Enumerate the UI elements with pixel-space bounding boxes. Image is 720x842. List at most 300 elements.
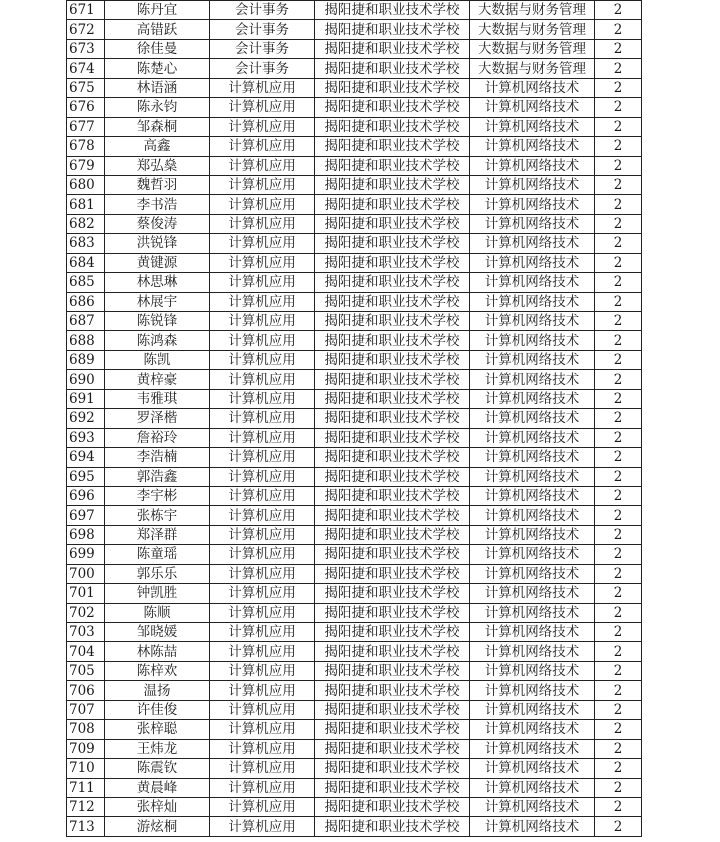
major-cell: 计算机应用: [210, 409, 315, 428]
student-name-cell: 张梓聪: [105, 720, 210, 739]
school-cell: 揭阳捷和职业技术学校: [315, 409, 470, 428]
row-number-cell: 700: [67, 564, 105, 583]
table-row: [67, 156, 642, 175]
table-row: [67, 1, 642, 20]
major-cell: 计算机应用: [210, 778, 315, 797]
major-cell: 计算机应用: [210, 700, 315, 719]
school-cell: 揭阳捷和职业技术学校: [315, 778, 470, 797]
student-name-cell: 钟凯胜: [105, 584, 210, 603]
major-cell: 计算机应用: [210, 253, 315, 272]
row-number-cell: 671: [67, 1, 105, 20]
student-name-cell: 李宇彬: [105, 486, 210, 505]
row-number-cell: 678: [67, 137, 105, 156]
school-cell: 揭阳捷和职业技术学校: [315, 797, 470, 816]
student-name-cell: 徐佳曼: [105, 39, 210, 58]
target-major-cell: 计算机网络技术: [470, 759, 595, 778]
row-number-cell: 692: [67, 409, 105, 428]
table-row: [67, 195, 642, 214]
target-major-cell: 大数据与财务管理: [470, 59, 595, 78]
school-cell: 揭阳捷和职业技术学校: [315, 506, 470, 525]
school-cell: 揭阳捷和职业技术学校: [315, 273, 470, 292]
table-row: [67, 564, 642, 583]
target-major-cell: 计算机网络技术: [470, 448, 595, 467]
school-cell: 揭阳捷和职业技术学校: [315, 292, 470, 311]
row-number-cell: 704: [67, 642, 105, 661]
major-cell: 计算机应用: [210, 234, 315, 253]
count-cell: 2: [595, 428, 642, 447]
table-row: [67, 700, 642, 719]
count-cell: 2: [595, 98, 642, 117]
target-major-cell: 计算机网络技术: [470, 817, 595, 836]
student-name-cell: 罗泽楷: [105, 409, 210, 428]
target-major-cell: 大数据与财务管理: [470, 1, 595, 20]
student-name-cell: 李书浩: [105, 195, 210, 214]
target-major-cell: 计算机网络技术: [470, 78, 595, 97]
target-major-cell: 计算机网络技术: [470, 545, 595, 564]
student-name-cell: 张梓灿: [105, 797, 210, 816]
major-cell: 计算机应用: [210, 661, 315, 680]
table-row: [67, 20, 642, 39]
row-number-cell: 698: [67, 525, 105, 544]
major-cell: 计算机应用: [210, 78, 315, 97]
target-major-cell: 计算机网络技术: [470, 681, 595, 700]
student-name-cell: 林思琳: [105, 273, 210, 292]
target-major-cell: 计算机网络技术: [470, 331, 595, 350]
row-number-cell: 685: [67, 273, 105, 292]
student-name-cell: 许佳俊: [105, 700, 210, 719]
school-cell: 揭阳捷和职业技术学校: [315, 467, 470, 486]
student-name-cell: 陈丹宜: [105, 1, 210, 20]
school-cell: 揭阳捷和职业技术学校: [315, 253, 470, 272]
school-cell: 揭阳捷和职业技术学校: [315, 720, 470, 739]
major-cell: 计算机应用: [210, 797, 315, 816]
school-cell: 揭阳捷和职业技术学校: [315, 117, 470, 136]
table-row: [67, 389, 642, 408]
target-major-cell: 计算机网络技术: [470, 389, 595, 408]
school-cell: 揭阳捷和职业技术学校: [315, 39, 470, 58]
row-number-cell: 693: [67, 428, 105, 447]
student-name-cell: 魏哲羽: [105, 175, 210, 194]
table-row: [67, 331, 642, 350]
school-cell: 揭阳捷和职业技术学校: [315, 350, 470, 369]
major-cell: 计算机应用: [210, 350, 315, 369]
table-row: [67, 39, 642, 58]
target-major-cell: 计算机网络技术: [470, 214, 595, 233]
student-name-cell: 蔡俊涛: [105, 214, 210, 233]
target-major-cell: 计算机网络技术: [470, 797, 595, 816]
row-number-cell: 674: [67, 59, 105, 78]
target-major-cell: 计算机网络技术: [470, 700, 595, 719]
school-cell: 揭阳捷和职业技术学校: [315, 195, 470, 214]
table-row: [67, 623, 642, 642]
table-row: [67, 525, 642, 544]
target-major-cell: 计算机网络技术: [470, 428, 595, 447]
row-number-cell: 711: [67, 778, 105, 797]
school-cell: 揭阳捷和职业技术学校: [315, 564, 470, 583]
student-name-cell: 林展宇: [105, 292, 210, 311]
row-number-cell: 690: [67, 370, 105, 389]
student-name-cell: 王炜龙: [105, 739, 210, 758]
row-number-cell: 687: [67, 312, 105, 331]
count-cell: 2: [595, 525, 642, 544]
student-name-cell: 黄键源: [105, 253, 210, 272]
count-cell: 2: [595, 273, 642, 292]
row-number-cell: 675: [67, 78, 105, 97]
table-row: [67, 175, 642, 194]
row-number-cell: 709: [67, 739, 105, 758]
major-cell: 计算机应用: [210, 156, 315, 175]
target-major-cell: 计算机网络技术: [470, 486, 595, 505]
target-major-cell: 计算机网络技术: [470, 642, 595, 661]
school-cell: 揭阳捷和职业技术学校: [315, 234, 470, 253]
school-cell: 揭阳捷和职业技术学校: [315, 759, 470, 778]
major-cell: 计算机应用: [210, 720, 315, 739]
target-major-cell: 计算机网络技术: [470, 175, 595, 194]
count-cell: 2: [595, 331, 642, 350]
target-major-cell: 计算机网络技术: [470, 623, 595, 642]
row-number-cell: 699: [67, 545, 105, 564]
major-cell: 计算机应用: [210, 642, 315, 661]
count-cell: 2: [595, 778, 642, 797]
school-cell: 揭阳捷和职业技术学校: [315, 370, 470, 389]
table-body: [67, 1, 642, 837]
count-cell: 2: [595, 759, 642, 778]
table-row: [67, 350, 642, 369]
major-cell: 计算机应用: [210, 214, 315, 233]
student-name-cell: 陈震钦: [105, 759, 210, 778]
table-row: [67, 98, 642, 117]
major-cell: 计算机应用: [210, 389, 315, 408]
target-major-cell: 计算机网络技术: [470, 525, 595, 544]
row-number-cell: 682: [67, 214, 105, 233]
table-row: [67, 273, 642, 292]
student-name-cell: 林语涵: [105, 78, 210, 97]
row-number-cell: 695: [67, 467, 105, 486]
table-row: [67, 253, 642, 272]
row-number-cell: 677: [67, 117, 105, 136]
row-number-cell: 696: [67, 486, 105, 505]
row-number-cell: 701: [67, 584, 105, 603]
table-row: [67, 467, 642, 486]
table-row: [67, 720, 642, 739]
table-row: [67, 778, 642, 797]
major-cell: 计算机应用: [210, 817, 315, 836]
table-row: [67, 78, 642, 97]
table-row: [67, 59, 642, 78]
row-number-cell: 679: [67, 156, 105, 175]
student-name-cell: 陈梓欢: [105, 661, 210, 680]
row-number-cell: 703: [67, 623, 105, 642]
table-row: [67, 797, 642, 816]
major-cell: 计算机应用: [210, 603, 315, 622]
major-cell: 计算机应用: [210, 739, 315, 758]
row-number-cell: 684: [67, 253, 105, 272]
row-number-cell: 673: [67, 39, 105, 58]
count-cell: 2: [595, 214, 642, 233]
student-name-cell: 陈顺: [105, 603, 210, 622]
count-cell: 2: [595, 642, 642, 661]
school-cell: 揭阳捷和职业技术学校: [315, 98, 470, 117]
row-number-cell: 672: [67, 20, 105, 39]
student-name-cell: 郭浩鑫: [105, 467, 210, 486]
table-row: [67, 817, 642, 836]
table-row: [67, 370, 642, 389]
target-major-cell: 计算机网络技术: [470, 292, 595, 311]
major-cell: 会计事务: [210, 39, 315, 58]
row-number-cell: 705: [67, 661, 105, 680]
major-cell: 计算机应用: [210, 486, 315, 505]
student-name-cell: 张栋宇: [105, 506, 210, 525]
school-cell: 揭阳捷和职业技术学校: [315, 389, 470, 408]
major-cell: 计算机应用: [210, 312, 315, 331]
table-row: [67, 292, 642, 311]
school-cell: 揭阳捷和职业技术学校: [315, 525, 470, 544]
table-row: [67, 312, 642, 331]
count-cell: 2: [595, 720, 642, 739]
student-name-cell: 黄梓豪: [105, 370, 210, 389]
school-cell: 揭阳捷和职业技术学校: [315, 545, 470, 564]
row-number-cell: 686: [67, 292, 105, 311]
count-cell: 2: [595, 312, 642, 331]
count-cell: 2: [595, 137, 642, 156]
count-cell: 2: [595, 117, 642, 136]
student-name-cell: 詹裕玲: [105, 428, 210, 447]
count-cell: 2: [595, 603, 642, 622]
school-cell: 揭阳捷和职业技术学校: [315, 448, 470, 467]
student-name-cell: 郑弘燊: [105, 156, 210, 175]
target-major-cell: 计算机网络技术: [470, 778, 595, 797]
school-cell: 揭阳捷和职业技术学校: [315, 603, 470, 622]
major-cell: 计算机应用: [210, 370, 315, 389]
target-major-cell: 计算机网络技术: [470, 603, 595, 622]
school-cell: 揭阳捷和职业技术学校: [315, 331, 470, 350]
major-cell: 计算机应用: [210, 331, 315, 350]
table-row: [67, 448, 642, 467]
row-number-cell: 710: [67, 759, 105, 778]
table-row: [67, 545, 642, 564]
school-cell: 揭阳捷和职业技术学校: [315, 817, 470, 836]
major-cell: 计算机应用: [210, 525, 315, 544]
count-cell: 2: [595, 39, 642, 58]
student-name-cell: 高鑫: [105, 137, 210, 156]
major-cell: 计算机应用: [210, 117, 315, 136]
row-number-cell: 702: [67, 603, 105, 622]
target-major-cell: 计算机网络技术: [470, 117, 595, 136]
table-row: [67, 214, 642, 233]
student-name-cell: 陈锐锋: [105, 312, 210, 331]
student-name-cell: 林陈喆: [105, 642, 210, 661]
major-cell: 计算机应用: [210, 564, 315, 583]
table-row: [67, 759, 642, 778]
row-number-cell: 706: [67, 681, 105, 700]
target-major-cell: 计算机网络技术: [470, 98, 595, 117]
student-name-cell: 郑泽群: [105, 525, 210, 544]
count-cell: 2: [595, 156, 642, 175]
count-cell: 2: [595, 817, 642, 836]
target-major-cell: 计算机网络技术: [470, 506, 595, 525]
count-cell: 2: [595, 448, 642, 467]
row-number-cell: 681: [67, 195, 105, 214]
count-cell: 2: [595, 1, 642, 20]
row-number-cell: 688: [67, 331, 105, 350]
count-cell: 2: [595, 564, 642, 583]
count-cell: 2: [595, 797, 642, 816]
student-name-cell: 陈鸿森: [105, 331, 210, 350]
school-cell: 揭阳捷和职业技术学校: [315, 642, 470, 661]
student-name-cell: 邹晓媛: [105, 623, 210, 642]
target-major-cell: 计算机网络技术: [470, 234, 595, 253]
major-cell: 计算机应用: [210, 545, 315, 564]
table-row: [67, 486, 642, 505]
student-name-cell: 陈楚心: [105, 59, 210, 78]
school-cell: 揭阳捷和职业技术学校: [315, 175, 470, 194]
major-cell: 计算机应用: [210, 467, 315, 486]
target-major-cell: 大数据与财务管理: [470, 20, 595, 39]
table-row: [67, 409, 642, 428]
school-cell: 揭阳捷和职业技术学校: [315, 1, 470, 20]
count-cell: 2: [595, 78, 642, 97]
row-number-cell: 713: [67, 817, 105, 836]
target-major-cell: 计算机网络技术: [470, 720, 595, 739]
row-number-cell: 708: [67, 720, 105, 739]
school-cell: 揭阳捷和职业技术学校: [315, 78, 470, 97]
table-row: [67, 117, 642, 136]
table-row: [67, 681, 642, 700]
count-cell: 2: [595, 467, 642, 486]
major-cell: 会计事务: [210, 59, 315, 78]
row-number-cell: 676: [67, 98, 105, 117]
row-number-cell: 697: [67, 506, 105, 525]
school-cell: 揭阳捷和职业技术学校: [315, 312, 470, 331]
major-cell: 会计事务: [210, 1, 315, 20]
table-row: [67, 584, 642, 603]
count-cell: 2: [595, 350, 642, 369]
student-name-cell: 陈凯: [105, 350, 210, 369]
count-cell: 2: [595, 195, 642, 214]
count-cell: 2: [595, 486, 642, 505]
target-major-cell: 计算机网络技术: [470, 467, 595, 486]
major-cell: 计算机应用: [210, 98, 315, 117]
school-cell: 揭阳捷和职业技术学校: [315, 59, 470, 78]
row-number-cell: 712: [67, 797, 105, 816]
count-cell: 2: [595, 739, 642, 758]
count-cell: 2: [595, 623, 642, 642]
count-cell: 2: [595, 253, 642, 272]
school-cell: 揭阳捷和职业技术学校: [315, 156, 470, 175]
major-cell: 计算机应用: [210, 428, 315, 447]
student-name-cell: 游炫桐: [105, 817, 210, 836]
count-cell: 2: [595, 681, 642, 700]
count-cell: 2: [595, 59, 642, 78]
school-cell: 揭阳捷和职业技术学校: [315, 486, 470, 505]
student-name-cell: 洪锐锋: [105, 234, 210, 253]
row-number-cell: 691: [67, 389, 105, 408]
school-cell: 揭阳捷和职业技术学校: [315, 700, 470, 719]
count-cell: 2: [595, 20, 642, 39]
major-cell: 计算机应用: [210, 623, 315, 642]
target-major-cell: 计算机网络技术: [470, 253, 595, 272]
student-name-cell: 韦雅琪: [105, 389, 210, 408]
student-name-cell: 李浩楠: [105, 448, 210, 467]
target-major-cell: 计算机网络技术: [470, 137, 595, 156]
row-number-cell: 707: [67, 700, 105, 719]
target-major-cell: 计算机网络技术: [470, 350, 595, 369]
count-cell: 2: [595, 584, 642, 603]
school-cell: 揭阳捷和职业技术学校: [315, 623, 470, 642]
count-cell: 2: [595, 175, 642, 194]
target-major-cell: 计算机网络技术: [470, 409, 595, 428]
row-number-cell: 689: [67, 350, 105, 369]
major-cell: 计算机应用: [210, 448, 315, 467]
count-cell: 2: [595, 370, 642, 389]
table-row: [67, 739, 642, 758]
table-row: [67, 137, 642, 156]
target-major-cell: 计算机网络技术: [470, 739, 595, 758]
major-cell: 计算机应用: [210, 195, 315, 214]
major-cell: 计算机应用: [210, 137, 315, 156]
student-name-cell: 陈童瑶: [105, 545, 210, 564]
target-major-cell: 计算机网络技术: [470, 195, 595, 214]
table-row: [67, 603, 642, 622]
major-cell: 计算机应用: [210, 681, 315, 700]
table-row: [67, 428, 642, 447]
major-cell: 计算机应用: [210, 175, 315, 194]
major-cell: 计算机应用: [210, 759, 315, 778]
table-row: [67, 642, 642, 661]
school-cell: 揭阳捷和职业技术学校: [315, 584, 470, 603]
major-cell: 计算机应用: [210, 273, 315, 292]
school-cell: 揭阳捷和职业技术学校: [315, 739, 470, 758]
major-cell: 计算机应用: [210, 584, 315, 603]
count-cell: 2: [595, 661, 642, 680]
count-cell: 2: [595, 292, 642, 311]
table-row: [67, 234, 642, 253]
count-cell: 2: [595, 545, 642, 564]
target-major-cell: 计算机网络技术: [470, 661, 595, 680]
row-number-cell: 683: [67, 234, 105, 253]
major-cell: 计算机应用: [210, 292, 315, 311]
student-name-cell: 郭乐乐: [105, 564, 210, 583]
row-number-cell: 694: [67, 448, 105, 467]
target-major-cell: 计算机网络技术: [470, 273, 595, 292]
school-cell: 揭阳捷和职业技术学校: [315, 214, 470, 233]
table-row: [67, 661, 642, 680]
school-cell: 揭阳捷和职业技术学校: [315, 661, 470, 680]
student-name-cell: 黄晨峰: [105, 778, 210, 797]
student-name-cell: 邹森桐: [105, 117, 210, 136]
count-cell: 2: [595, 234, 642, 253]
major-cell: 会计事务: [210, 20, 315, 39]
count-cell: 2: [595, 409, 642, 428]
major-cell: 计算机应用: [210, 506, 315, 525]
count-cell: 2: [595, 506, 642, 525]
student-name-cell: 陈永钧: [105, 98, 210, 117]
student-name-cell: 温扬: [105, 681, 210, 700]
student-name-cell: 高错跃: [105, 20, 210, 39]
count-cell: 2: [595, 389, 642, 408]
target-major-cell: 计算机网络技术: [470, 312, 595, 331]
target-major-cell: 计算机网络技术: [470, 370, 595, 389]
student-list-table: [66, 0, 642, 837]
target-major-cell: 计算机网络技术: [470, 564, 595, 583]
school-cell: 揭阳捷和职业技术学校: [315, 428, 470, 447]
count-cell: 2: [595, 700, 642, 719]
target-major-cell: 计算机网络技术: [470, 156, 595, 175]
table-row: [67, 506, 642, 525]
school-cell: 揭阳捷和职业技术学校: [315, 20, 470, 39]
school-cell: 揭阳捷和职业技术学校: [315, 681, 470, 700]
school-cell: 揭阳捷和职业技术学校: [315, 137, 470, 156]
